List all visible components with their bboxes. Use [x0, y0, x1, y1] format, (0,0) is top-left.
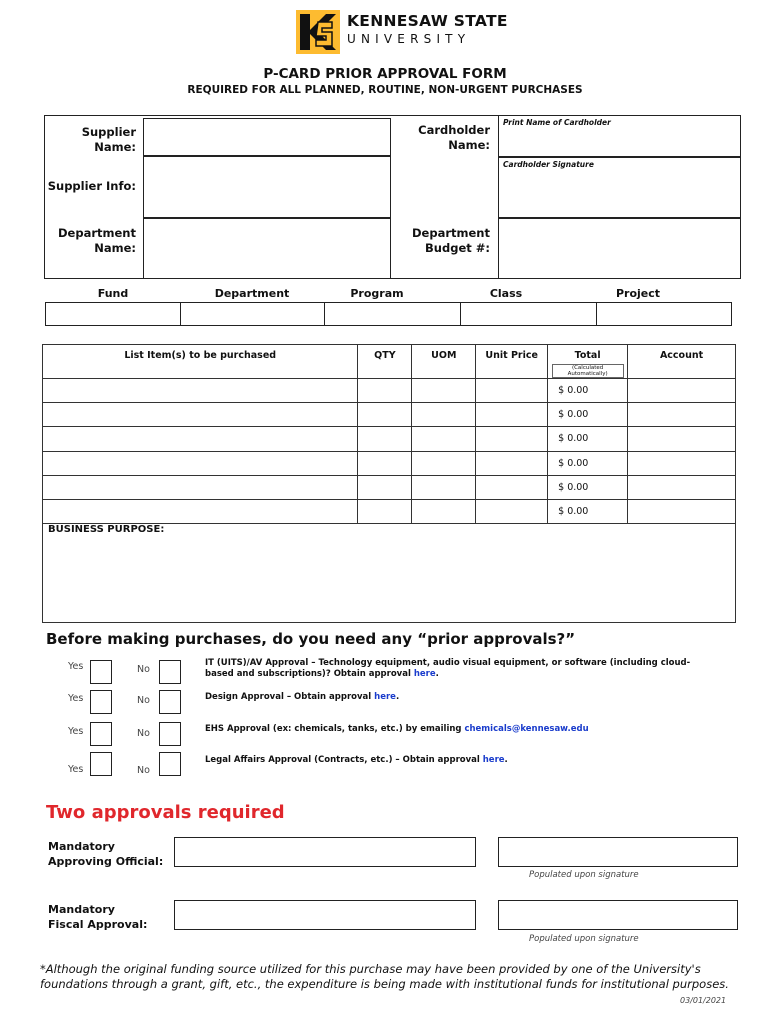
yes-label: Yes — [68, 693, 84, 704]
header-qty — [358, 345, 412, 379]
header-items — [43, 345, 358, 379]
header-account-text: Account — [659, 350, 704, 361]
logo-line2: UNIVERSITY — [347, 32, 471, 46]
header-total-text: Total — [574, 350, 601, 361]
legal-approval-text — [205, 755, 705, 766]
it-approval-tail: . — [435, 669, 439, 679]
header-unit-price-text: Unit Price — [485, 350, 538, 361]
cardholder-signature-label: Cardholder Signature — [503, 160, 594, 169]
table-row — [43, 475, 736, 499]
account-cell[interactable] — [628, 379, 736, 403]
yes-label: Yes — [68, 661, 84, 672]
chartfield-program-label: Program — [350, 287, 404, 300]
uom-cell[interactable] — [412, 403, 476, 427]
ehs-approval-yes-checkbox[interactable] — [90, 722, 112, 746]
item-cell[interactable] — [43, 451, 358, 475]
ehs-approval-email-link[interactable]: chemicals@kennesaw.edu — [464, 724, 589, 734]
uom-cell[interactable] — [412, 427, 476, 451]
print-name-label: Print Name of Cardholder — [503, 118, 611, 127]
no-label: No — [137, 765, 150, 776]
table-row — [43, 451, 736, 475]
department-name-label-1: Department — [58, 226, 136, 240]
funding-disclaimer: *Although the original funding source utilized for this purchase may have been provided by one of the University's foundations through a grant, gift, etc., the expenditure is being made with institutional funds for institutional purposes. — [40, 962, 729, 991]
approving-official-populated-note: Populated upon signature — [529, 870, 639, 880]
it-approval-desc: IT (UITS)/AV Approval – Technology equipment, audio visual equipment, or software (including cloud-based and subscriptions)? Obtain approval — [205, 658, 691, 679]
qty-cell[interactable] — [358, 451, 412, 475]
account-cell[interactable] — [628, 403, 736, 427]
no-label: No — [137, 728, 150, 739]
it-approval-link[interactable]: here — [413, 669, 436, 679]
it-approval-no-checkbox[interactable] — [159, 660, 181, 684]
item-cell[interactable] — [43, 475, 358, 499]
legal-approval-tail: . — [504, 755, 508, 765]
supplier-name-field[interactable] — [143, 118, 391, 156]
chartfield-fund-input[interactable] — [45, 302, 181, 326]
legal-approval-yes-checkbox[interactable] — [90, 752, 112, 776]
header-qty-text: QTY — [374, 350, 396, 361]
ehs-approval-no-checkbox[interactable] — [159, 722, 181, 746]
unit-price-cell[interactable] — [476, 403, 548, 427]
qty-cell[interactable] — [358, 427, 412, 451]
ksu-logo-icon — [296, 10, 340, 54]
design-approval-tail: . — [395, 692, 400, 702]
unit-price-cell[interactable] — [476, 427, 548, 451]
design-approval-text — [205, 692, 705, 703]
supplier-name-label: Supplier Name: — [81, 125, 136, 154]
chartfield-department-input[interactable] — [180, 302, 325, 326]
fiscal-approval-populated-note: Populated upon signature — [529, 934, 639, 944]
yes-label: Yes — [68, 726, 84, 737]
chartfield-program-input[interactable] — [324, 302, 461, 326]
total-cell: $ 0.00 — [548, 403, 628, 427]
ehs-approval-desc: EHS Approval (ex: chemicals, tanks, etc.) by emailing — [205, 724, 465, 734]
it-approval-text — [205, 658, 705, 680]
header-items-text: List Item(s) to be purchased — [124, 350, 277, 361]
header-account — [628, 345, 736, 379]
qty-cell[interactable] — [358, 403, 412, 427]
table-row — [43, 427, 736, 451]
fiscal-approval-label-2: Fiscal Approval: — [48, 918, 148, 931]
yes-label: Yes — [68, 764, 84, 775]
account-cell[interactable] — [628, 475, 736, 499]
two-approvals-heading: Two approvals required — [46, 802, 285, 823]
unit-price-cell[interactable] — [476, 475, 548, 499]
supplier-info-field[interactable] — [143, 156, 391, 218]
department-name-label-2: Name: — [94, 241, 136, 255]
header-total — [548, 345, 628, 379]
total-cell: $ 0.00 — [548, 475, 628, 499]
chartfield-project-input[interactable] — [596, 302, 732, 326]
qty-cell[interactable] — [358, 475, 412, 499]
table-row — [43, 379, 736, 403]
item-cell[interactable] — [43, 427, 358, 451]
business-purpose-label: BUSINESS PURPOSE: — [48, 524, 165, 535]
approving-official-label-1: Mandatory — [48, 840, 115, 853]
total-cell: $ 0.00 — [548, 499, 628, 523]
no-label: No — [137, 664, 150, 675]
design-approval-yes-checkbox[interactable] — [90, 690, 112, 714]
legal-approval-no-checkbox[interactable] — [159, 752, 181, 776]
department-budget-label-1: Department — [412, 226, 490, 240]
unit-price-cell[interactable] — [476, 379, 548, 403]
legal-approval-desc: Legal Affairs Approval (Contracts, etc.) – Obtain approval — [205, 755, 483, 765]
qty-cell[interactable] — [358, 379, 412, 403]
ehs-approval-text — [205, 724, 705, 735]
department-budget-label-2: Budget #: — [425, 241, 490, 255]
chartfield-fund-label: Fund — [97, 287, 129, 300]
no-label: No — [137, 695, 150, 706]
approving-official-label-2: Approving Official: — [48, 855, 164, 868]
approving-official-name-field[interactable] — [174, 837, 476, 867]
total-cell: $ 0.00 — [548, 427, 628, 451]
business-purpose-field[interactable] — [42, 520, 736, 623]
design-approval-link[interactable]: here — [374, 692, 396, 702]
legal-approval-link[interactable]: here — [482, 755, 505, 765]
approving-official-signature-field[interactable] — [498, 837, 738, 867]
total-cell: $ 0.00 — [548, 379, 628, 403]
fiscal-approval-name-field[interactable] — [174, 900, 476, 930]
total-calc-note: (Calculated Automatically) — [552, 364, 624, 378]
item-cell[interactable] — [43, 403, 358, 427]
uom-cell[interactable] — [412, 475, 476, 499]
supplier-info-label: Supplier Info: — [47, 179, 136, 193]
account-cell[interactable] — [628, 451, 736, 475]
items-header-row — [43, 345, 736, 379]
chartfield-project-label: Project — [615, 287, 661, 300]
form-revision-date: 03/01/2021 — [680, 996, 727, 1005]
logo-line1: KENNESAW STATE — [347, 12, 508, 30]
department-budget-field[interactable] — [498, 218, 741, 279]
header-uom — [412, 345, 476, 379]
item-cell[interactable] — [43, 379, 358, 403]
header-uom-text: UOM — [431, 350, 457, 361]
design-approval-no-checkbox[interactable] — [159, 690, 181, 714]
prior-approvals-question: Before making purchases, do you need any “prior approvals?” — [46, 630, 576, 648]
total-cell: $ 0.00 — [548, 451, 628, 475]
it-approval-yes-checkbox[interactable] — [90, 660, 112, 684]
cardholder-name-label-1: Cardholder — [418, 123, 490, 137]
form-title: P-CARD PRIOR APPROVAL FORM — [263, 66, 507, 82]
uom-cell[interactable] — [412, 451, 476, 475]
chartfield-department-label: Department — [214, 287, 290, 300]
items-table — [42, 344, 736, 524]
fiscal-approval-signature-field[interactable] — [498, 900, 738, 930]
account-cell[interactable] — [628, 427, 736, 451]
cardholder-name-label-2: Name: — [448, 138, 490, 152]
chartfield-class-input[interactable] — [460, 302, 597, 326]
fiscal-approval-label-1: Mandatory — [48, 903, 115, 916]
chartfield-class-label: Class — [489, 287, 523, 300]
table-row — [43, 403, 736, 427]
unit-price-cell[interactable] — [476, 451, 548, 475]
header-unit-price — [476, 345, 548, 379]
form-subtitle: REQUIRED FOR ALL PLANNED, ROUTINE, NON-URGENT PURCHASES — [187, 84, 583, 96]
department-name-field[interactable] — [143, 218, 391, 279]
design-approval-desc: Design Approval – Obtain approval — [205, 692, 375, 702]
uom-cell[interactable] — [412, 379, 476, 403]
